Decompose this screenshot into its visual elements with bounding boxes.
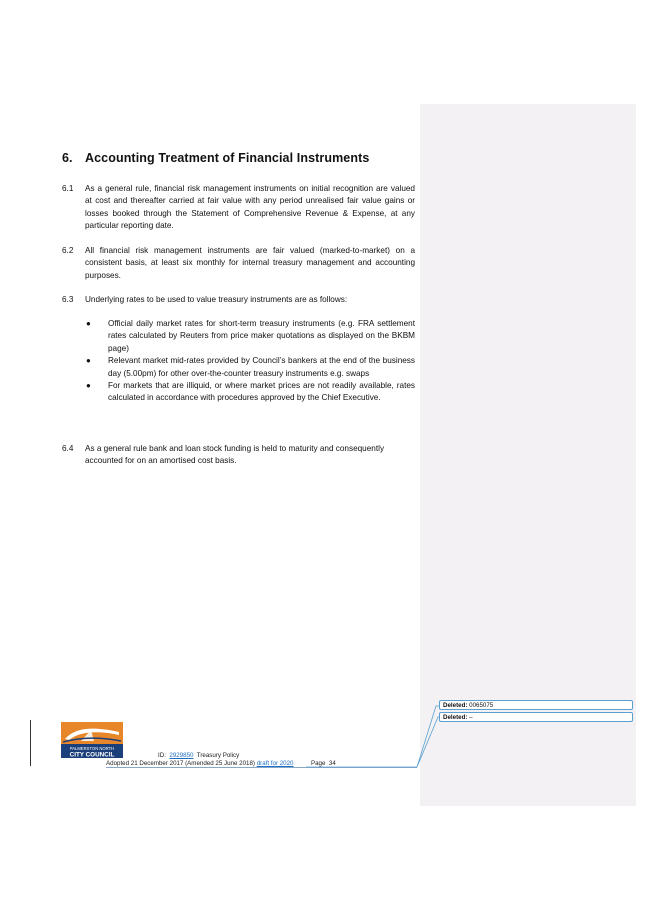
bullet-icon: ● xyxy=(86,319,91,328)
comment-value: – xyxy=(469,714,473,721)
list-item-text: Official daily market rates for short-term treasury instruments (e.g. FRA settlement rates calculated by Reuters from price maker quotations as displayed on the BKBM page) xyxy=(108,319,415,353)
deleted-comment-balloon[interactable] xyxy=(439,712,633,722)
paragraph-number: 6.3 xyxy=(62,295,74,304)
paragraph-text: Underlying rates to be used to value treasury instruments are as follows: xyxy=(85,295,348,304)
paragraph-text: All financial risk management instruments are fair valued (marked-to-market) on a consistent basis, at least six monthly for internal treasury management and accounting purposes. xyxy=(85,246,415,280)
deleted-comment-balloon[interactable] xyxy=(439,700,633,710)
paragraph-text: As a general rule, financial risk management instruments on initial recognition are valued at cost and thereafter carried at fair value with any period unrealised fair value gains or losses booked through the Statement of Comprehensive Revenue & Expense, at any particular reporting date. xyxy=(85,184,415,231)
id-value: 2929850 xyxy=(169,752,194,759)
svg-text:CITY COUNCIL: CITY COUNCIL xyxy=(69,751,115,758)
list-item-text: Relevant market mid-rates provided by Council’s bankers at the end of the business day (5.00pm) for other over-the-counter treasury instruments e.g. swaps xyxy=(108,356,415,378)
heading-number: 6. xyxy=(62,151,73,165)
comment-label: Deleted: xyxy=(443,714,468,721)
bullet-icon: ● xyxy=(86,356,91,366)
paragraph-number: 6.1 xyxy=(62,184,74,193)
draft-inserted-text: draft for 2020 xyxy=(256,760,294,767)
doc-title: Treasury Policy xyxy=(196,752,240,759)
page-number: 34 xyxy=(328,760,336,767)
comment-value: 0065075 xyxy=(469,702,494,709)
heading-title: Accounting Treatment of Financial Instruments xyxy=(85,151,370,165)
page-label: Page xyxy=(310,760,326,767)
comment-label: Deleted: xyxy=(443,702,468,709)
paragraph-text: As a general rule bank and loan stock funding is held to maturity and consequently accounted for on an amortised cost basis. xyxy=(85,444,385,466)
bullet-icon: ● xyxy=(86,381,91,391)
id-label: ID: xyxy=(158,752,166,759)
paragraph-number: 6.2 xyxy=(62,246,74,255)
adopted-text: Adopted 21 December 2017 (Amended 25 June 2018) xyxy=(106,760,255,767)
paragraph-number: 6.4 xyxy=(62,444,74,453)
list-item-text: For markets that are illiquid, or where market prices are not readily available, rates calculated in accordance with procedures approved by the Chief Executive. xyxy=(108,381,415,403)
svg-text:PALMERSTON NORTH: PALMERSTON NORTH xyxy=(69,746,115,751)
